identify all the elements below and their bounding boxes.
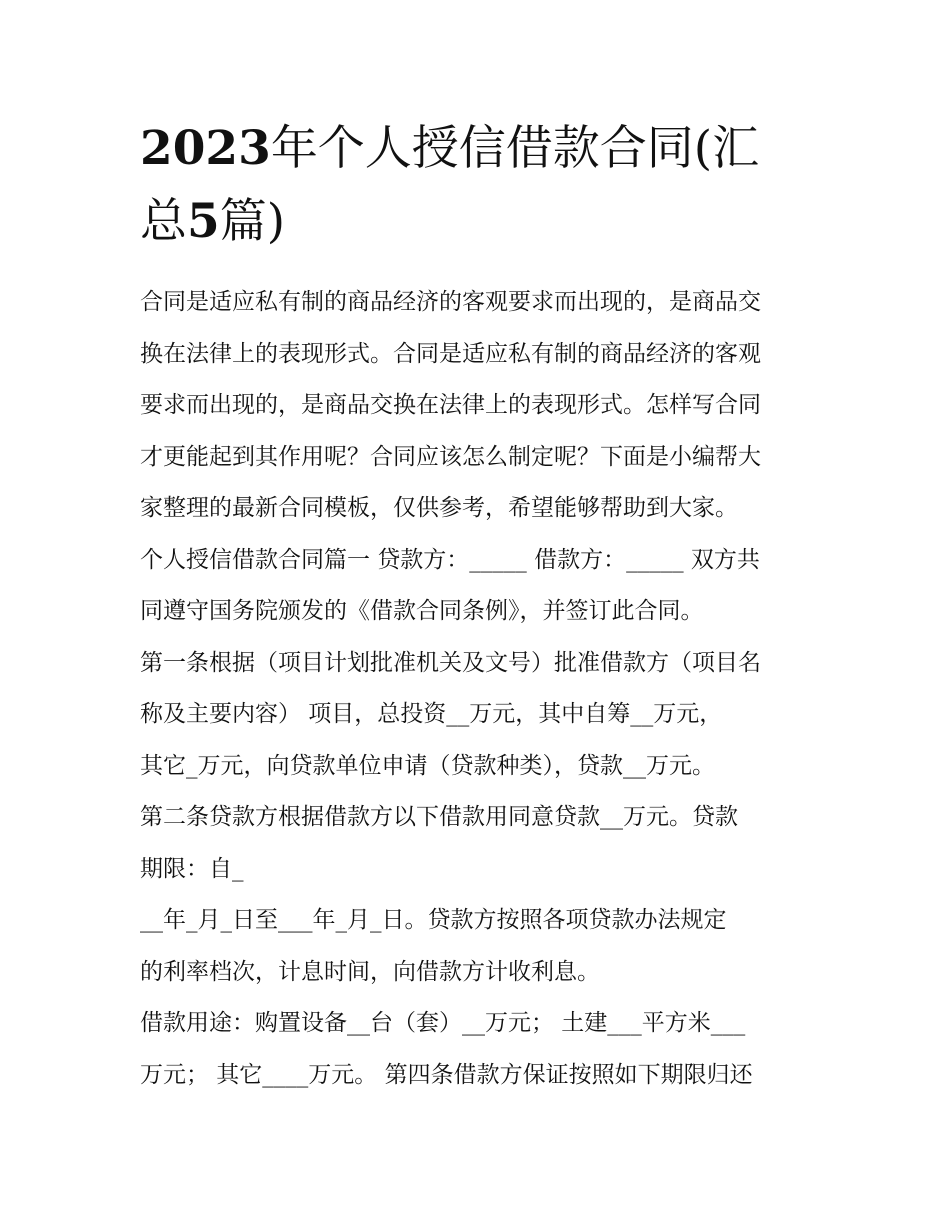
- body-line: 第一条根据（项目计划批准机关及文号）批准借款方（项目名: [140, 649, 761, 676]
- body-line: 换在法律上的表现形式。合同是适应私有制的商品经济的客观: [140, 340, 761, 367]
- title-year: 2023: [140, 121, 271, 176]
- body-line: 期限：自_: [140, 855, 244, 882]
- body-line: 第二条贷款方根据借款方以下借款用同意贷款__万元。贷款: [140, 804, 738, 830]
- body-line: 其它_万元，向贷款单位申请（贷款种类），贷款__万元。: [140, 752, 715, 779]
- document-title: [140, 112, 820, 258]
- title-line-2: [140, 194, 285, 249]
- body-line: 称及主要内容） 项目，总投资__万元，其中自筹__万元，: [140, 701, 723, 727]
- body-line: 个人授信借款合同篇一 贷款方：_____ 借款方：_____ 双方共: [140, 546, 760, 573]
- body-line: 同遵守国务院颁发的《借款合同条例》，并签订此合同。: [140, 598, 704, 624]
- body-line: __年_月_日至___年_月_日。贷款方按照各项贷款办法规定: [140, 907, 727, 933]
- title-text-3: 篇): [219, 194, 286, 249]
- body-line: 家整理的最新合同模板，仅供参考，希望能够帮助到大家。: [140, 495, 738, 521]
- title-text-1: 年个人授信借款合同(汇: [270, 121, 760, 176]
- body-line: 万元； 其它____万元。 第四条借款方保证按照如下期限归还: [140, 1061, 753, 1088]
- body-line: 借款用途：购置设备__台（套）__万元； 土建___平方米___: [140, 1010, 746, 1036]
- body-line: 才更能起到其作用呢？合同应该怎么制定呢？下面是小编帮大: [140, 443, 761, 470]
- title-line-1: [140, 121, 759, 176]
- body-line: 的利率档次，计息时间，向借款方计收利息。: [140, 958, 600, 985]
- title-count: 5: [187, 194, 220, 249]
- body-line: 合同是适应私有制的商品经济的客观要求而出现的，是商品交: [140, 289, 761, 315]
- title-text-2: 总: [140, 194, 187, 249]
- body-line: 要求而出现的，是商品交换在法律上的表现形式。怎样写合同: [140, 392, 761, 418]
- document-body: [140, 277, 820, 1101]
